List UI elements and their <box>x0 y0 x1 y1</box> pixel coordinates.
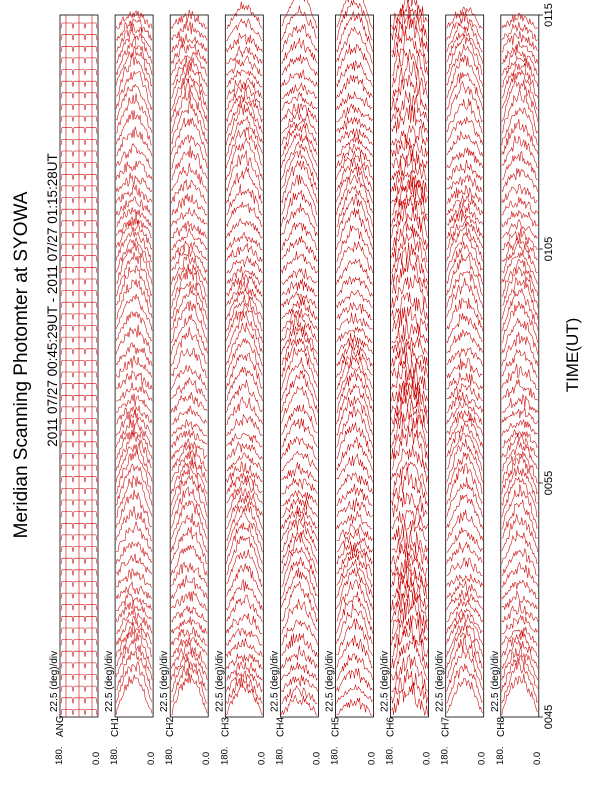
trace-line <box>502 44 538 75</box>
trace-line <box>281 269 317 285</box>
trace-line <box>281 70 317 87</box>
trace-line <box>392 561 428 587</box>
panel-frame <box>280 15 318 717</box>
trace-line <box>171 439 207 459</box>
trace-line <box>226 662 262 680</box>
panel-label: CH6 <box>385 716 397 737</box>
trace-line <box>447 477 483 517</box>
trace-line <box>281 462 317 481</box>
trace-line <box>337 12 373 52</box>
trace-line <box>116 325 152 355</box>
trace-line <box>447 147 483 168</box>
trace-line <box>281 83 317 98</box>
trace-line <box>116 464 152 505</box>
trace-line <box>337 396 373 435</box>
trace-line <box>226 274 262 297</box>
panel-scale-label: 22.5 (deg)/div <box>489 650 501 712</box>
trace-line <box>281 582 317 622</box>
trace-line <box>171 101 207 144</box>
trace-line <box>116 675 152 715</box>
trace-line <box>171 673 207 715</box>
trace-line <box>171 637 207 657</box>
panel-traces <box>226 1 262 715</box>
trace-line <box>281 620 317 645</box>
y-tick-label: 180. <box>329 746 341 765</box>
y-tick-label: 0.0 <box>421 751 433 765</box>
trace-line <box>171 241 207 261</box>
panel-ch8 <box>490 13 543 765</box>
panel-scale-label: 22.5 (deg)/div <box>434 650 446 712</box>
trace-line <box>281 309 317 331</box>
trace-line <box>502 278 538 320</box>
trace-line <box>226 367 262 401</box>
trace-line <box>281 451 317 471</box>
trace-line <box>226 184 262 215</box>
y-tick-label: 0.0 <box>476 751 488 765</box>
panel-traces <box>281 0 317 715</box>
y-tick-label: 180. <box>384 746 396 765</box>
trace-line <box>447 464 483 505</box>
trace-line <box>226 256 262 273</box>
trace-line <box>392 275 428 308</box>
trace-line <box>226 654 262 669</box>
y-tick-label: 180. <box>494 746 506 765</box>
trace-line <box>226 433 262 447</box>
trace-line <box>226 415 262 436</box>
trace-line <box>226 96 262 133</box>
trace-line <box>337 128 373 145</box>
trace-line <box>447 542 483 564</box>
y-tick-label: 0.0 <box>311 751 323 765</box>
x-tick-label: 0055 <box>542 470 555 496</box>
trace-line <box>226 33 262 52</box>
trace-line <box>447 223 483 261</box>
trace-line <box>116 406 152 425</box>
trace-line <box>337 524 373 541</box>
trace-line <box>281 599 317 634</box>
trace-line <box>447 627 483 669</box>
trace-line <box>447 117 483 145</box>
trace-line <box>226 638 262 657</box>
trace-line <box>447 647 483 692</box>
panel-traces <box>116 11 152 715</box>
panel-ch7 <box>435 7 488 765</box>
trace-line <box>447 495 483 529</box>
panel-traces <box>502 13 538 715</box>
panel-label: CH3 <box>220 716 232 737</box>
panel-label: ANG <box>55 715 66 737</box>
trace-line <box>116 554 152 576</box>
trace-line <box>171 90 207 133</box>
trace-line <box>281 314 317 342</box>
trace-line <box>447 195 483 214</box>
trace-line <box>337 698 373 715</box>
trace-line <box>392 229 428 273</box>
trace-line <box>392 336 428 354</box>
trace-line <box>171 665 207 704</box>
trace-line <box>171 606 207 622</box>
trace-line <box>116 28 152 64</box>
panel-scale-label: 22.5 (deg)/div <box>379 650 391 712</box>
y-tick-label: 0.0 <box>201 751 213 765</box>
trace-line <box>171 430 207 448</box>
trace-line <box>502 318 538 354</box>
trace-line <box>337 186 373 227</box>
trace-line <box>447 392 483 413</box>
trace-line <box>116 343 152 366</box>
trace-line <box>116 11 152 29</box>
trace-line <box>116 476 152 517</box>
trace-line <box>502 420 538 436</box>
trace-line <box>226 629 262 646</box>
y-tick-label: 180. <box>274 746 286 765</box>
trace-line <box>281 222 317 249</box>
panel-ch3 <box>214 1 267 765</box>
trace-line <box>447 7 483 29</box>
panel-scale-label: 22.5 (deg)/div <box>324 650 336 712</box>
trace-line <box>447 439 483 483</box>
trace-line <box>281 150 317 189</box>
trace-line <box>337 347 373 378</box>
trace-line <box>502 211 538 227</box>
trace-line <box>171 513 207 552</box>
trace-line <box>502 288 538 331</box>
trace-line <box>502 379 538 400</box>
trace-line <box>171 616 207 633</box>
chart-title: Meridian Scanning Photomter at SYOWA <box>11 191 32 539</box>
trace-line <box>281 120 317 145</box>
trace-line <box>447 400 483 425</box>
trace-line <box>171 194 207 215</box>
trace-line <box>226 684 262 715</box>
panel-ch2 <box>159 10 212 765</box>
trace-line <box>281 662 317 680</box>
trace-line <box>502 22 538 40</box>
trace-line <box>337 158 373 192</box>
trace-line <box>447 678 483 713</box>
trace-line <box>281 0 317 28</box>
panel-traces <box>61 15 97 717</box>
trace-line <box>447 218 483 249</box>
trace-line <box>502 433 538 457</box>
trace-line <box>281 478 317 494</box>
trace-line <box>447 373 483 390</box>
trace-line <box>392 242 428 284</box>
trace-line <box>337 580 373 622</box>
trace-line <box>171 221 207 238</box>
trace-line <box>171 327 207 366</box>
x-axis-ticks <box>539 3 555 729</box>
trace-line <box>337 484 373 506</box>
trace-line <box>337 303 373 320</box>
trace-line <box>116 662 152 703</box>
panel-ch5 <box>325 0 378 765</box>
x-axis-label: TIME(UT) <box>563 317 582 393</box>
trace-line <box>502 514 538 552</box>
trace-line <box>281 203 317 236</box>
trace-line <box>226 219 262 238</box>
trace-line <box>171 527 207 564</box>
trace-line <box>116 616 152 645</box>
trace-line <box>226 150 262 191</box>
trace-line <box>171 118 207 157</box>
trace-line <box>337 635 373 668</box>
trace-line <box>502 500 538 539</box>
trace-line <box>447 415 483 447</box>
trace-line <box>502 395 538 413</box>
y-tick-label: 0.0 <box>366 751 378 765</box>
trace-line <box>226 397 262 424</box>
trace-line <box>337 144 373 168</box>
trace-line <box>116 542 152 564</box>
trace-line <box>226 495 262 529</box>
trace-line <box>447 664 483 704</box>
panel-frame <box>501 15 539 717</box>
panel-label: CH8 <box>495 716 507 737</box>
x-tick-label: 0045 <box>542 704 555 730</box>
panel-label: CH1 <box>110 716 122 737</box>
trace-line <box>281 6 317 41</box>
trace-line <box>116 207 152 226</box>
panel-ch6 <box>380 0 433 765</box>
panel-traces <box>447 7 483 713</box>
trace-line <box>337 0 373 29</box>
trace-line <box>392 363 428 389</box>
y-tick-label: 0.0 <box>146 751 158 765</box>
y-tick-label: 0.0 <box>91 751 102 765</box>
panel-frame <box>336 15 374 717</box>
x-tick-label: 0115 <box>542 3 555 27</box>
trace-line <box>337 685 373 704</box>
trace-line <box>116 94 152 134</box>
trace-line <box>502 350 538 378</box>
panel-scale-label: 22.5 (deg)/div <box>159 650 171 712</box>
trace-line <box>447 330 483 354</box>
trace-line <box>281 348 317 390</box>
trace-line <box>502 119 538 154</box>
trace-line <box>337 117 373 133</box>
y-tick-label: 180. <box>439 746 451 765</box>
trace-line <box>171 21 207 40</box>
panel-scale-label: 22.5 (deg)/div <box>269 650 281 712</box>
panel-traces <box>392 0 428 715</box>
trace-line <box>447 581 483 599</box>
trace-line <box>116 600 152 622</box>
trace-line <box>171 500 207 539</box>
trace-line <box>392 492 428 517</box>
trace-line <box>116 411 152 436</box>
trace-line <box>337 313 373 330</box>
trace-line <box>226 70 262 87</box>
trace-line <box>447 558 483 576</box>
trace-line <box>447 210 483 238</box>
trace-line <box>502 168 538 192</box>
trace-line <box>337 75 373 98</box>
y-tick-label: 180. <box>164 746 176 765</box>
trace-line <box>171 641 207 669</box>
trace-line <box>226 233 262 250</box>
trace-line <box>447 160 483 180</box>
trace-line <box>281 675 317 692</box>
panel-label: CH4 <box>275 716 287 737</box>
trace-line <box>281 633 317 657</box>
trace-line <box>116 506 152 540</box>
y-tick-label: 180. <box>54 746 65 765</box>
trace-line <box>171 420 207 436</box>
trace-line <box>116 110 152 145</box>
trace-line <box>502 184 538 203</box>
trace-line <box>447 358 483 377</box>
trace-line <box>171 301 207 343</box>
panel-label: CH7 <box>440 716 452 737</box>
trace-line <box>337 27 373 63</box>
trace-line <box>226 453 262 471</box>
y-tick-label: 180. <box>109 746 121 765</box>
trace-line <box>116 569 152 587</box>
panel-traces <box>337 0 373 715</box>
trace-line <box>392 601 428 645</box>
trace-line <box>226 613 262 633</box>
x-tick-label: 0105 <box>542 236 555 262</box>
trace-line <box>337 511 373 529</box>
trace-line <box>171 34 207 52</box>
trace-line <box>502 580 538 599</box>
trace-line <box>281 292 317 308</box>
panel-ch4 <box>269 0 322 765</box>
trace-line <box>116 607 152 634</box>
trace-line <box>226 56 262 75</box>
panel-scale-label: 22.5 (deg)/div <box>214 650 226 712</box>
trace-line <box>447 590 483 610</box>
trace-line <box>281 161 317 204</box>
trace-line <box>116 582 152 599</box>
trace-line <box>502 674 538 715</box>
trace-line <box>226 19 262 40</box>
trace-line <box>116 490 152 528</box>
panel-ch1 <box>104 11 157 765</box>
panel-traces <box>171 10 207 715</box>
trace-line <box>447 82 483 122</box>
trace-line <box>502 80 538 122</box>
trace-line <box>502 451 538 482</box>
panel-scale-label: 22.5 (deg)/div <box>104 650 116 712</box>
panel-scale-label: 22.5 (deg)/div <box>49 650 60 712</box>
y-tick-label: 0.0 <box>531 751 543 765</box>
trace-line <box>116 144 152 169</box>
trace-line <box>226 311 262 353</box>
trace-line <box>116 212 152 238</box>
time-range-subtitle: 2011 07/27 00:45:29UT - 2011 07/27 01:15:28UT <box>45 153 60 447</box>
trace-line <box>226 462 262 482</box>
trace-line <box>171 146 207 180</box>
panel-label: CH5 <box>330 716 342 737</box>
trace-line <box>337 60 373 86</box>
trace-line <box>337 104 373 122</box>
y-tick-label: 0.0 <box>256 751 268 765</box>
panels-layer <box>49 0 543 765</box>
panel-label: CH2 <box>165 716 177 737</box>
trace-line <box>392 654 428 692</box>
trace-line <box>171 392 207 412</box>
trace-line <box>502 656 538 692</box>
trace-line <box>116 371 152 390</box>
trace-line <box>281 437 317 459</box>
trace-line <box>337 473 373 494</box>
trace-line <box>281 505 317 529</box>
trace-line <box>337 339 373 366</box>
trace-line <box>337 91 373 110</box>
trace-line <box>171 314 207 354</box>
trace-line <box>337 277 373 297</box>
trace-line <box>116 161 152 180</box>
y-tick-label: 180. <box>219 746 231 765</box>
trace-line <box>171 487 207 529</box>
trace-line <box>447 278 483 320</box>
